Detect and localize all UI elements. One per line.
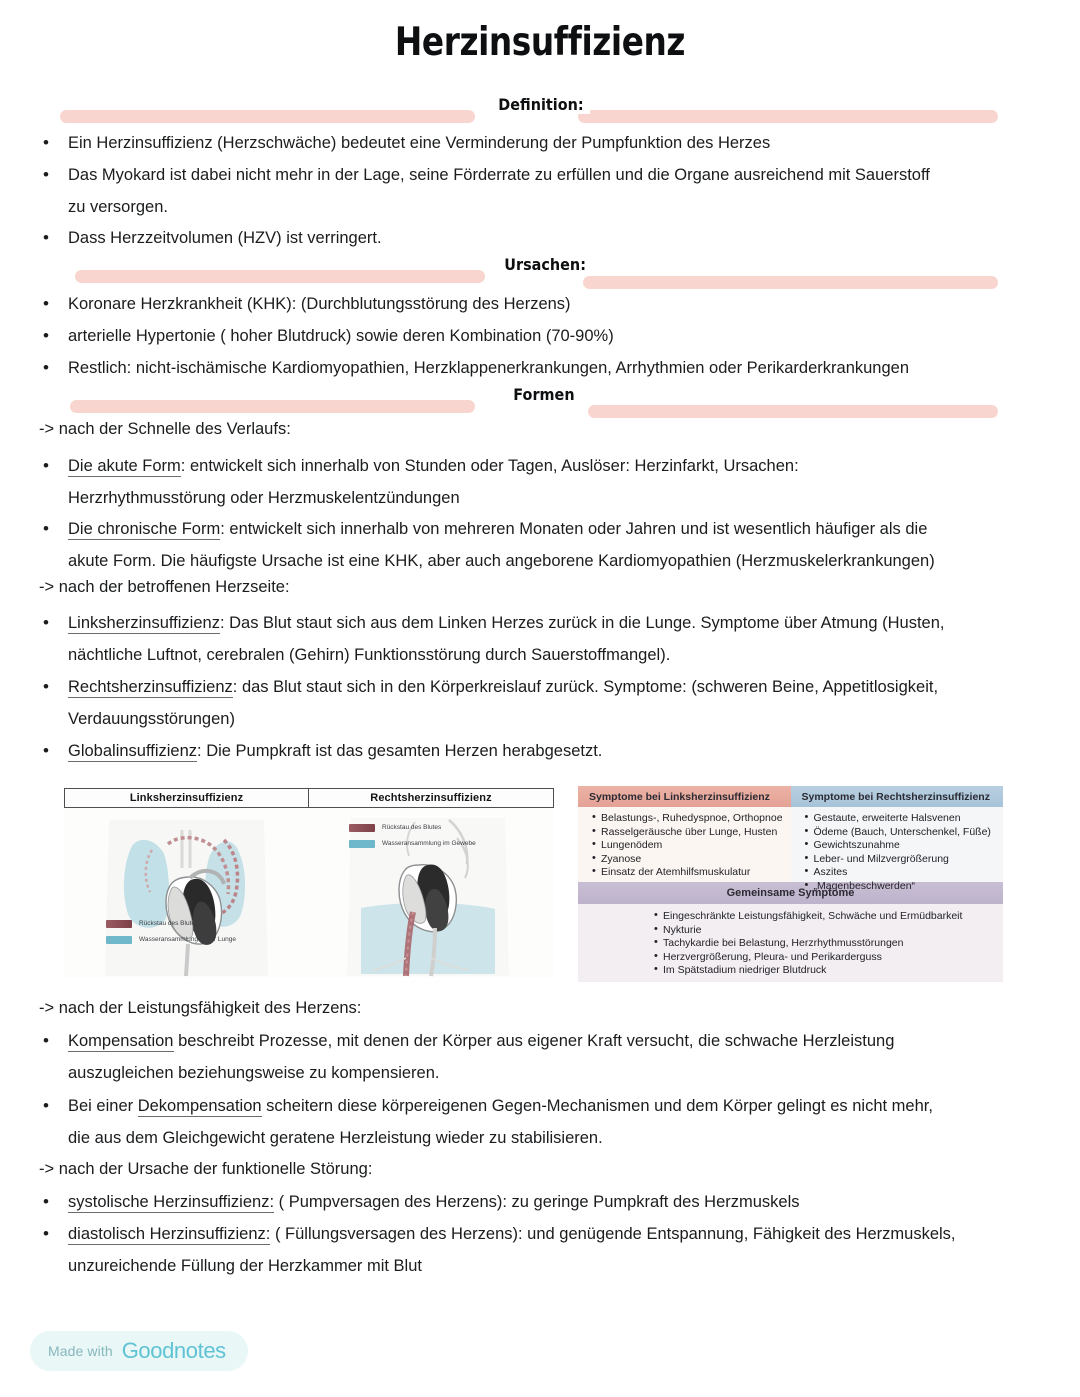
highlight-bar-right xyxy=(578,110,998,123)
item-rest: ( Füllungsversagen des Herzens): und genügende Entspannung, Fähigkeit des Herzmuskels, xyxy=(270,1225,956,1243)
section-label-formen: Formen xyxy=(507,385,581,404)
term-underline: Linksherzinsuffizienz xyxy=(68,614,220,632)
list-item: • Tachykardie bei Belastung, Herzrhythmusstörungen xyxy=(654,937,1003,951)
formen-item-kompensation xyxy=(68,1031,894,1051)
item-pre: Bei einer xyxy=(68,1097,138,1115)
list-item: • Herzvergrößerung, Pleura- und Perikarderguss xyxy=(654,951,1003,965)
bullet-icon: • xyxy=(43,228,49,247)
formen-item-akute-form xyxy=(68,456,799,476)
term-underline: Dekompensation xyxy=(137,1097,262,1115)
watermark-brand-label: Goodnotes xyxy=(121,1338,226,1363)
list-item: • Nykturie xyxy=(654,924,1003,938)
bullet-icon: • xyxy=(43,133,49,152)
item-rest: : das Blut staut sich in den Körperkreislauf zurück. Symptome: (schweren Beine, Appetitlosigkeit, xyxy=(232,678,939,696)
list-item: • Einsatz der Atemhilfsmuskulatur xyxy=(592,866,787,880)
watermark-made-with-label: Made with xyxy=(48,1343,113,1359)
list-item: • Im Spätstadium niedriger Blutdruck xyxy=(654,964,1003,978)
legend-row xyxy=(106,918,236,929)
term-underline: Die chronische Form xyxy=(68,520,221,538)
legend-row xyxy=(349,838,476,849)
symptom-column-left xyxy=(578,786,791,882)
symptom-column-left-title: Symptome bei Linksherzinsuffizienz xyxy=(578,786,791,807)
blood-swatch-icon xyxy=(349,824,375,832)
term-underline: Globalinsuffizienz xyxy=(68,742,198,760)
symptom-column-right xyxy=(791,786,1004,892)
heart-diagram-pane-right xyxy=(309,808,554,978)
list-item: • Leber- und Milzvergrößerung xyxy=(805,853,1000,867)
list-item: • Eingeschränkte Leistungsfähigkeit, Schwäche und Ermüdbarkeit xyxy=(654,910,1003,924)
legend-row xyxy=(349,822,476,833)
definition-item-1-line-1: zu versorgen. xyxy=(68,198,168,216)
legend-label: Rückstau des Blutes xyxy=(139,920,199,927)
list-item: • Gestaute, erweiterte Halsvenen xyxy=(805,812,1000,826)
bullet-icon: • xyxy=(43,326,49,345)
blood-swatch-icon xyxy=(106,920,132,928)
ursachen-item-2: Restlich: nicht-ischämische Kardiomyopathien, Herzklappenerkrankungen, Arrhythmien oder Perikarderkrankungen xyxy=(68,359,910,377)
formen-item-dekompensation xyxy=(68,1096,933,1116)
bullet-icon: • xyxy=(43,677,49,696)
definition-item-2-line-0: Dass Herzzeitvolumen (HZV) ist verringert. xyxy=(68,229,382,247)
list-item: • Belastungs-, Ruhedyspnoe, Orthopnoe xyxy=(592,812,787,826)
section-label-definition: Definition: xyxy=(492,95,590,114)
highlight-bar-right xyxy=(583,276,998,289)
formen-group3-heading: -> nach der Leistungsfähigkeit des Herzens: xyxy=(39,999,362,1017)
formen-item-chronische-form-cont: akute Form. Die häufigste Ursache ist eine KHK, aber auch angeborene Kardiomyopathien (Herzmuskelerkrankungen) xyxy=(68,552,935,570)
goodnotes-watermark xyxy=(30,1331,248,1371)
heart-diagram-legend-left xyxy=(106,918,236,950)
formen-item-diastolisch-cont: unzureichende Füllung der Herzkammer mit Blut xyxy=(68,1257,422,1275)
section-header-definition xyxy=(0,95,1080,125)
item-rest: : Die Pumpkraft ist das gesamten Herzen herabgesetzt. xyxy=(197,742,603,760)
symptom-table-columns xyxy=(578,786,1003,892)
list-item: • Lungenödem xyxy=(592,839,787,853)
formen-group4-heading: -> nach der Ursache der funktionelle Störung: xyxy=(39,1160,373,1178)
bullet-icon: • xyxy=(43,1031,49,1050)
symptom-list-common xyxy=(578,910,1003,978)
legend-label: Rückstau des Blutes xyxy=(382,824,442,831)
list-item: • Gewichtszunahme xyxy=(805,839,1000,853)
page-title: Herzinsuffizienz xyxy=(394,20,686,65)
highlight-bar-right xyxy=(588,405,998,418)
water-swatch-icon xyxy=(349,840,375,848)
term-underline: Kompensation xyxy=(68,1032,174,1050)
item-rest: : entwickelt sich innerhalb von mehreren Monaten oder Jahren und ist wesentlich häufiger als die xyxy=(220,520,928,538)
list-item: • Zyanose xyxy=(592,853,787,867)
list-item: • „Magenbeschwerden“ xyxy=(805,880,1000,894)
symptom-list-right xyxy=(791,812,1004,893)
ursachen-item-1: arterielle Hypertonie ( hoher Blutdruck) sowie deren Kombination (70-90%) xyxy=(68,327,614,345)
ursachen-item-0: Koronare Herzkrankheit (KHK): (Durchblutungsstörung des Herzens) xyxy=(68,295,571,313)
bullet-icon: • xyxy=(43,456,49,475)
formen-item-rechtsherzinsuffizienz-cont: Verdauungsstörungen) xyxy=(68,710,235,728)
bullet-icon: • xyxy=(43,165,49,184)
heart-diagram-header-left: Linksherzinsuffizienz xyxy=(65,789,309,807)
heart-diagram-panes xyxy=(64,808,554,978)
item-rest: : Das Blut staut sich aus dem Linken Herzes zurück in die Lunge. Symptome über Atmung (Husten, xyxy=(219,614,945,632)
definition-item-1-line-0: Das Myokard ist dabei nicht mehr in der Lage, seine Förderrate zu erfüllen und die Organe ausreichend mit Sauerstoff xyxy=(68,166,930,184)
section-label-ursachen: Ursachen: xyxy=(498,255,592,274)
highlight-bar-left xyxy=(75,270,485,283)
formen-item-diastolisch xyxy=(68,1224,956,1244)
highlight-bar-left xyxy=(70,400,475,413)
formen-group1-heading: -> nach der Schnelle des Verlaufs: xyxy=(39,420,291,438)
symptom-table-figure xyxy=(578,786,1003,982)
list-item: • Aszites xyxy=(805,866,1000,880)
formen-group2-heading: -> nach der betroffenen Herzseite: xyxy=(39,578,290,596)
legend-label: Wasseransammlung im Gewebe xyxy=(382,840,476,847)
symptom-column-right-title: Symptome bei Rechtsherzinsuffizienz xyxy=(791,786,1004,807)
definition-item-0-line-0: Ein Herzinsuffizienz (Herzschwäche) bedeutet eine Verminderung der Pumpfunktion des Herzes xyxy=(68,134,771,152)
item-rest: beschreibt Prozesse, mit denen der Körper aus eigener Kraft versucht, die schwache Herzleistung xyxy=(173,1032,895,1050)
list-item: • Ödeme (Bauch, Unterschenkel, Füße) xyxy=(805,826,1000,840)
legend-row xyxy=(106,934,236,945)
bullet-icon: • xyxy=(43,294,49,313)
term-underline: Die akute Form xyxy=(68,457,181,475)
formen-item-chronische-form xyxy=(68,519,927,539)
symptom-common-body xyxy=(578,904,1003,982)
item-rest: scheitern diese körpereigenen Gegen-Mechanismen und dem Körper gelingt es nicht mehr, xyxy=(261,1097,933,1115)
symptom-common-title: Gemeinsame Symptome xyxy=(578,882,1003,904)
heart-diagram-legend-right xyxy=(349,822,476,854)
item-rest: : entwickelt sich innerhalb von Stunden oder Tagen, Auslöser: Herzinfarkt, Ursachen: xyxy=(180,457,799,475)
list-item: • Rasselgeräusche über Lunge, Husten xyxy=(592,826,787,840)
heart-diagram-header-row xyxy=(64,788,554,808)
heart-diagram-header-right: Rechtsherzinsuffizienz xyxy=(370,792,492,804)
heart-diagram-figure xyxy=(64,788,554,978)
left-heart-illustration xyxy=(64,808,309,978)
bullet-icon: • xyxy=(43,1192,49,1211)
bullet-icon: • xyxy=(43,613,49,632)
item-rest: ( Pumpversagen des Herzens): zu geringe Pumpkraft des Herzmuskels xyxy=(274,1193,800,1211)
symptom-list-left xyxy=(578,812,791,880)
formen-item-dekompensation-cont: die aus dem Gleichgewicht geratene Herzleistung wieder zu stabilisieren. xyxy=(68,1129,603,1147)
section-header-formen xyxy=(0,385,1080,415)
formen-item-rechtsherzinsuffizienz xyxy=(68,677,938,697)
formen-item-kompensation-cont: auszugleichen beziehungsweise zu kompensieren. xyxy=(68,1064,440,1082)
formen-item-akute-form-cont: Herzrhythmusstörung oder Herzmuskelentzündungen xyxy=(68,489,460,507)
term-underline: systolische Herzinsuffizienz: xyxy=(68,1193,275,1211)
bullet-icon: • xyxy=(43,1224,49,1243)
legend-label: Wasseransammlung in der Lunge xyxy=(139,936,236,943)
heart-diagram-pane-left xyxy=(64,808,309,978)
bullet-icon: • xyxy=(43,1096,49,1115)
bullet-icon: • xyxy=(43,358,49,377)
water-swatch-icon xyxy=(106,936,132,944)
section-header-ursachen xyxy=(0,255,1080,285)
bullet-icon: • xyxy=(43,519,49,538)
formen-item-systolische xyxy=(68,1192,800,1212)
term-underline: diastolisch Herzinsuffizienz: xyxy=(68,1225,271,1243)
formen-item-globalinsuffizienz xyxy=(68,741,602,761)
term-underline: Rechtsherzinsuffizienz xyxy=(68,678,233,696)
highlight-bar-left xyxy=(60,110,475,123)
bullet-icon: • xyxy=(43,741,49,760)
formen-item-linksherzinsuffizienz-cont: nächtliche Luftnot, cerebralen (Gehirn) Funktionsstörung durch Sauerstoffmangel). xyxy=(68,646,671,664)
formen-item-linksherzinsuffizienz xyxy=(68,613,944,633)
